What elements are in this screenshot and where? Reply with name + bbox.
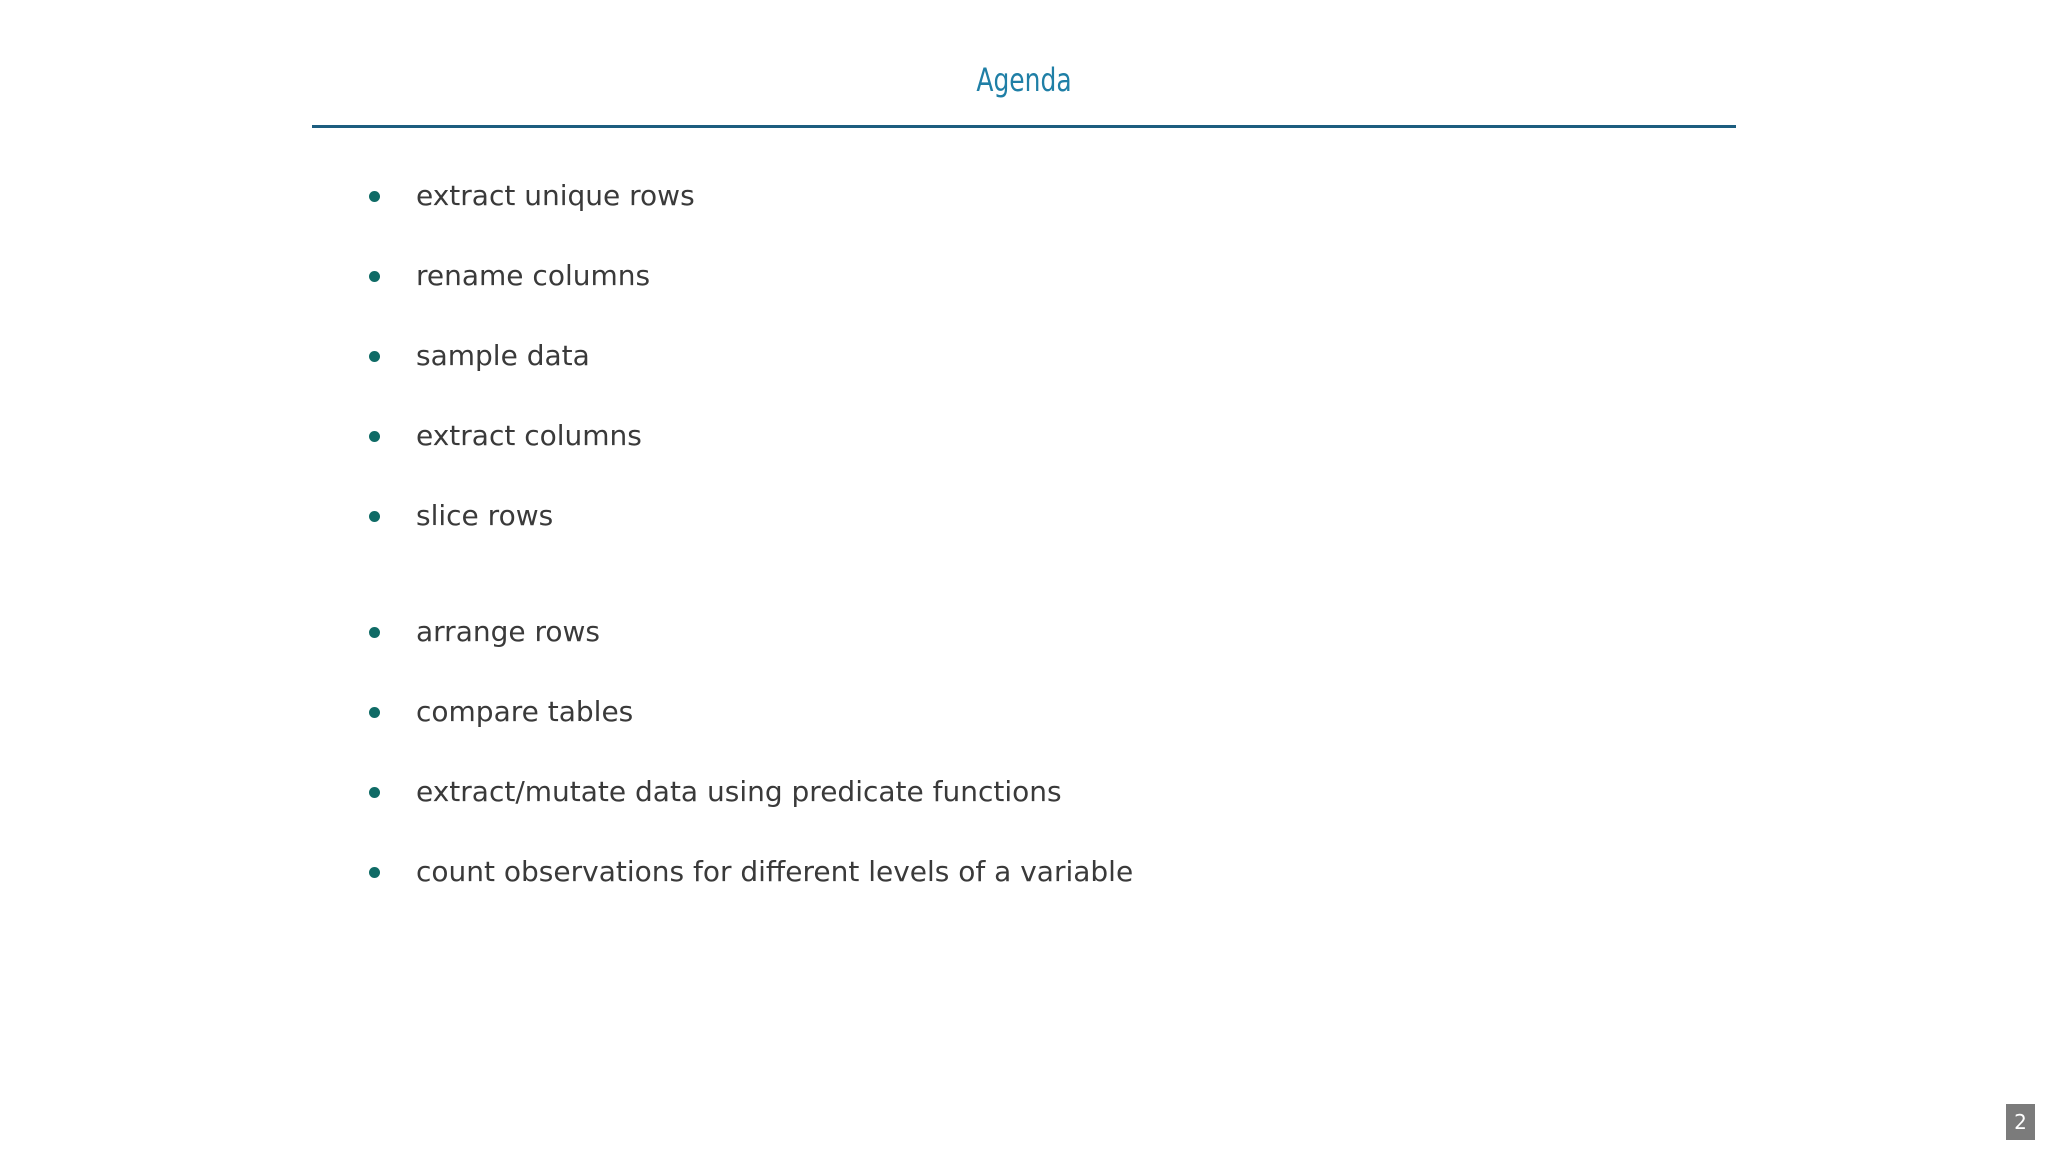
bullet-icon	[369, 431, 380, 442]
agenda-item-text: arrange rows	[416, 615, 601, 648]
agenda-item-text: extract unique rows	[416, 179, 695, 212]
agenda-item-text: rename columns	[416, 259, 651, 292]
agenda-item-text: count observations for different levels of a variable	[416, 855, 1134, 888]
agenda-item-text: extract columns	[416, 419, 642, 452]
title-divider	[312, 125, 1736, 128]
agenda-item	[360, 400, 1133, 480]
agenda-item	[360, 240, 1133, 320]
agenda-item	[360, 676, 1133, 756]
agenda-item-text: compare tables	[416, 695, 634, 728]
bullet-icon	[369, 351, 380, 362]
bullet-icon	[369, 867, 380, 878]
agenda-item	[360, 320, 1133, 400]
slide-header	[312, 52, 1736, 128]
agenda-item	[360, 836, 1133, 916]
slide-title: Agenda	[976, 61, 1072, 99]
agenda-item-text: sample data	[416, 339, 590, 372]
agenda-list	[360, 160, 1133, 916]
agenda-item	[360, 756, 1133, 836]
bullet-icon	[369, 627, 380, 638]
agenda-item-text: slice rows	[416, 499, 554, 532]
agenda-item-text: extract/mutate data using predicate functions	[416, 775, 1062, 808]
bullet-icon	[369, 787, 380, 798]
bullet-icon	[369, 511, 380, 522]
page-number-badge: 2	[2006, 1104, 2035, 1140]
bullet-icon	[369, 707, 380, 718]
bullet-icon	[369, 191, 380, 202]
bullet-icon	[369, 271, 380, 282]
agenda-item	[360, 596, 1133, 676]
agenda-item	[360, 480, 1133, 560]
agenda-item	[360, 160, 1133, 240]
